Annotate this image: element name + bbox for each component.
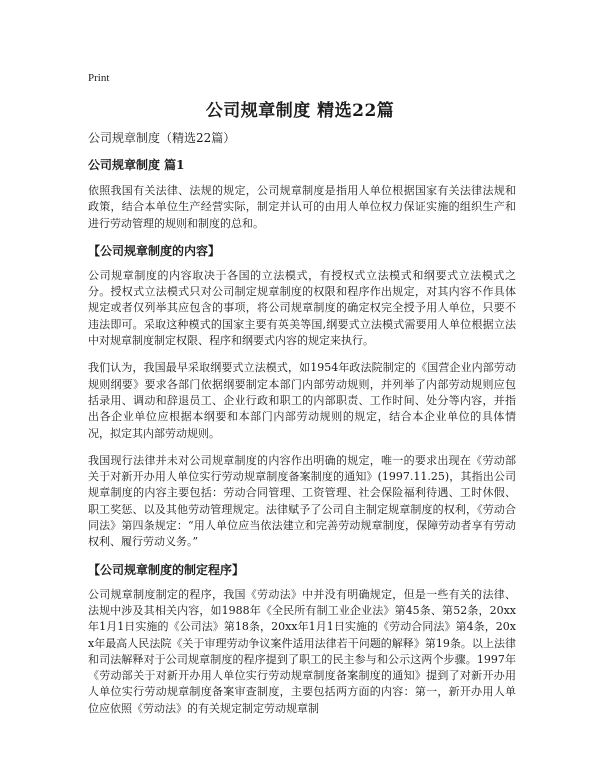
document-subtitle: 公司规章制度（精选22篇） xyxy=(88,131,236,145)
intro-paragraph: 依照我国有关法律、法规的规定，公司规章制度是指用人单位根据国家有关法律法规和政策，结合本单位生产经营实际，制定并认可的由用人单位权力保证实施的组织生产和进行劳动管理的规则和制度的总和。 xyxy=(88,184,516,230)
section1-paragraph-1: 公司规章制度的内容取决于各国的立法模式，有授权式立法模式和纲要式立法模式之分。授权式立法模式只对公司制定规章制度的权限和程序作出规定，对其内容不作具体规定或者仅列举其应包含的事项，将公司规章制度的确定权完全授予用人单位，只要不违法即可。采取这种模式的国家主要有英美等国,纲要式立法模式需要用人单位根据立法中对规章制度制定权限、程序和纲要式内容的规定来执行。 xyxy=(88,268,516,348)
section-heading-content: 【公司规章制度的内容】 xyxy=(88,243,221,258)
section-heading-procedure: 【公司规章制度的制定程序】 xyxy=(88,562,245,577)
document-body xyxy=(88,130,516,728)
section1-paragraph-3: 我国现行法律并未对公司规章制度的内容作出明确的规定，唯一的要求出现在《劳动部关于对新开办用人单位实行劳动规章制度备案制度的通知》(1997.11.25)，其指出公司规章制度的内容主要包括：劳动合同管理、工资管理、社会保险福利待遇、工时休假、职工奖惩、以及其他劳动管理规定。法律赋予了公司自主制定规章制度的权利，《劳动合同法》第四条规定：“用人单位应当依法建立和完善劳动规章制度，保障劳动者享有劳动权利、履行劳动义务。” xyxy=(88,453,516,549)
section1-paragraph-2: 我们认为，我国最早采取纲要式立法模式，如1954年政法院制定的《国营企业内部劳动规则纲要》要求各部门依据纲要制定本部门内部劳动规则，并列举了内部劳动规则应包括录用、调动和辞退员工、企业行政和职工的内部职责、工作时间、处分等内容，并指出各企业单位应根据本纲要和本部门内部劳动规则的规定，结合本企业单位的具体情况，拟定其内部劳动规则。 xyxy=(88,361,516,440)
page-title: 公司规章制度 精选22篇 xyxy=(205,101,395,121)
section2-paragraph-1: 公司规章制度制定的程序，我国《劳动法》中并没有明确规定，但是一些有关的法律、法规中涉及其相关内容，如1988年《全民所有制工业企业法》第45条、第52条，20xx年1月1日实施的《公司法》第18条，20xx年1月1日实施的《劳动合同法》第4条，20xx年最高人民法院《关于审理劳动争议案件适用法律若干问题的解释》第19条。以上法律和司法解释对于公司规章制度的程序提到了职工的民主参与和公示这两个步骤。1997年《劳动部关于对新开办用人单位实行劳动规章制度备案制度的通知》提到了对新开办用人单位实行劳动规章制度备案审查制度，主要包括两方面的内容：第一，新开办用人单位应依照《劳动法》的有关规定制定劳动规章制 xyxy=(88,587,516,715)
print-label: Print xyxy=(88,72,110,84)
article-heading: 公司规章制度 篇1 xyxy=(88,158,185,172)
